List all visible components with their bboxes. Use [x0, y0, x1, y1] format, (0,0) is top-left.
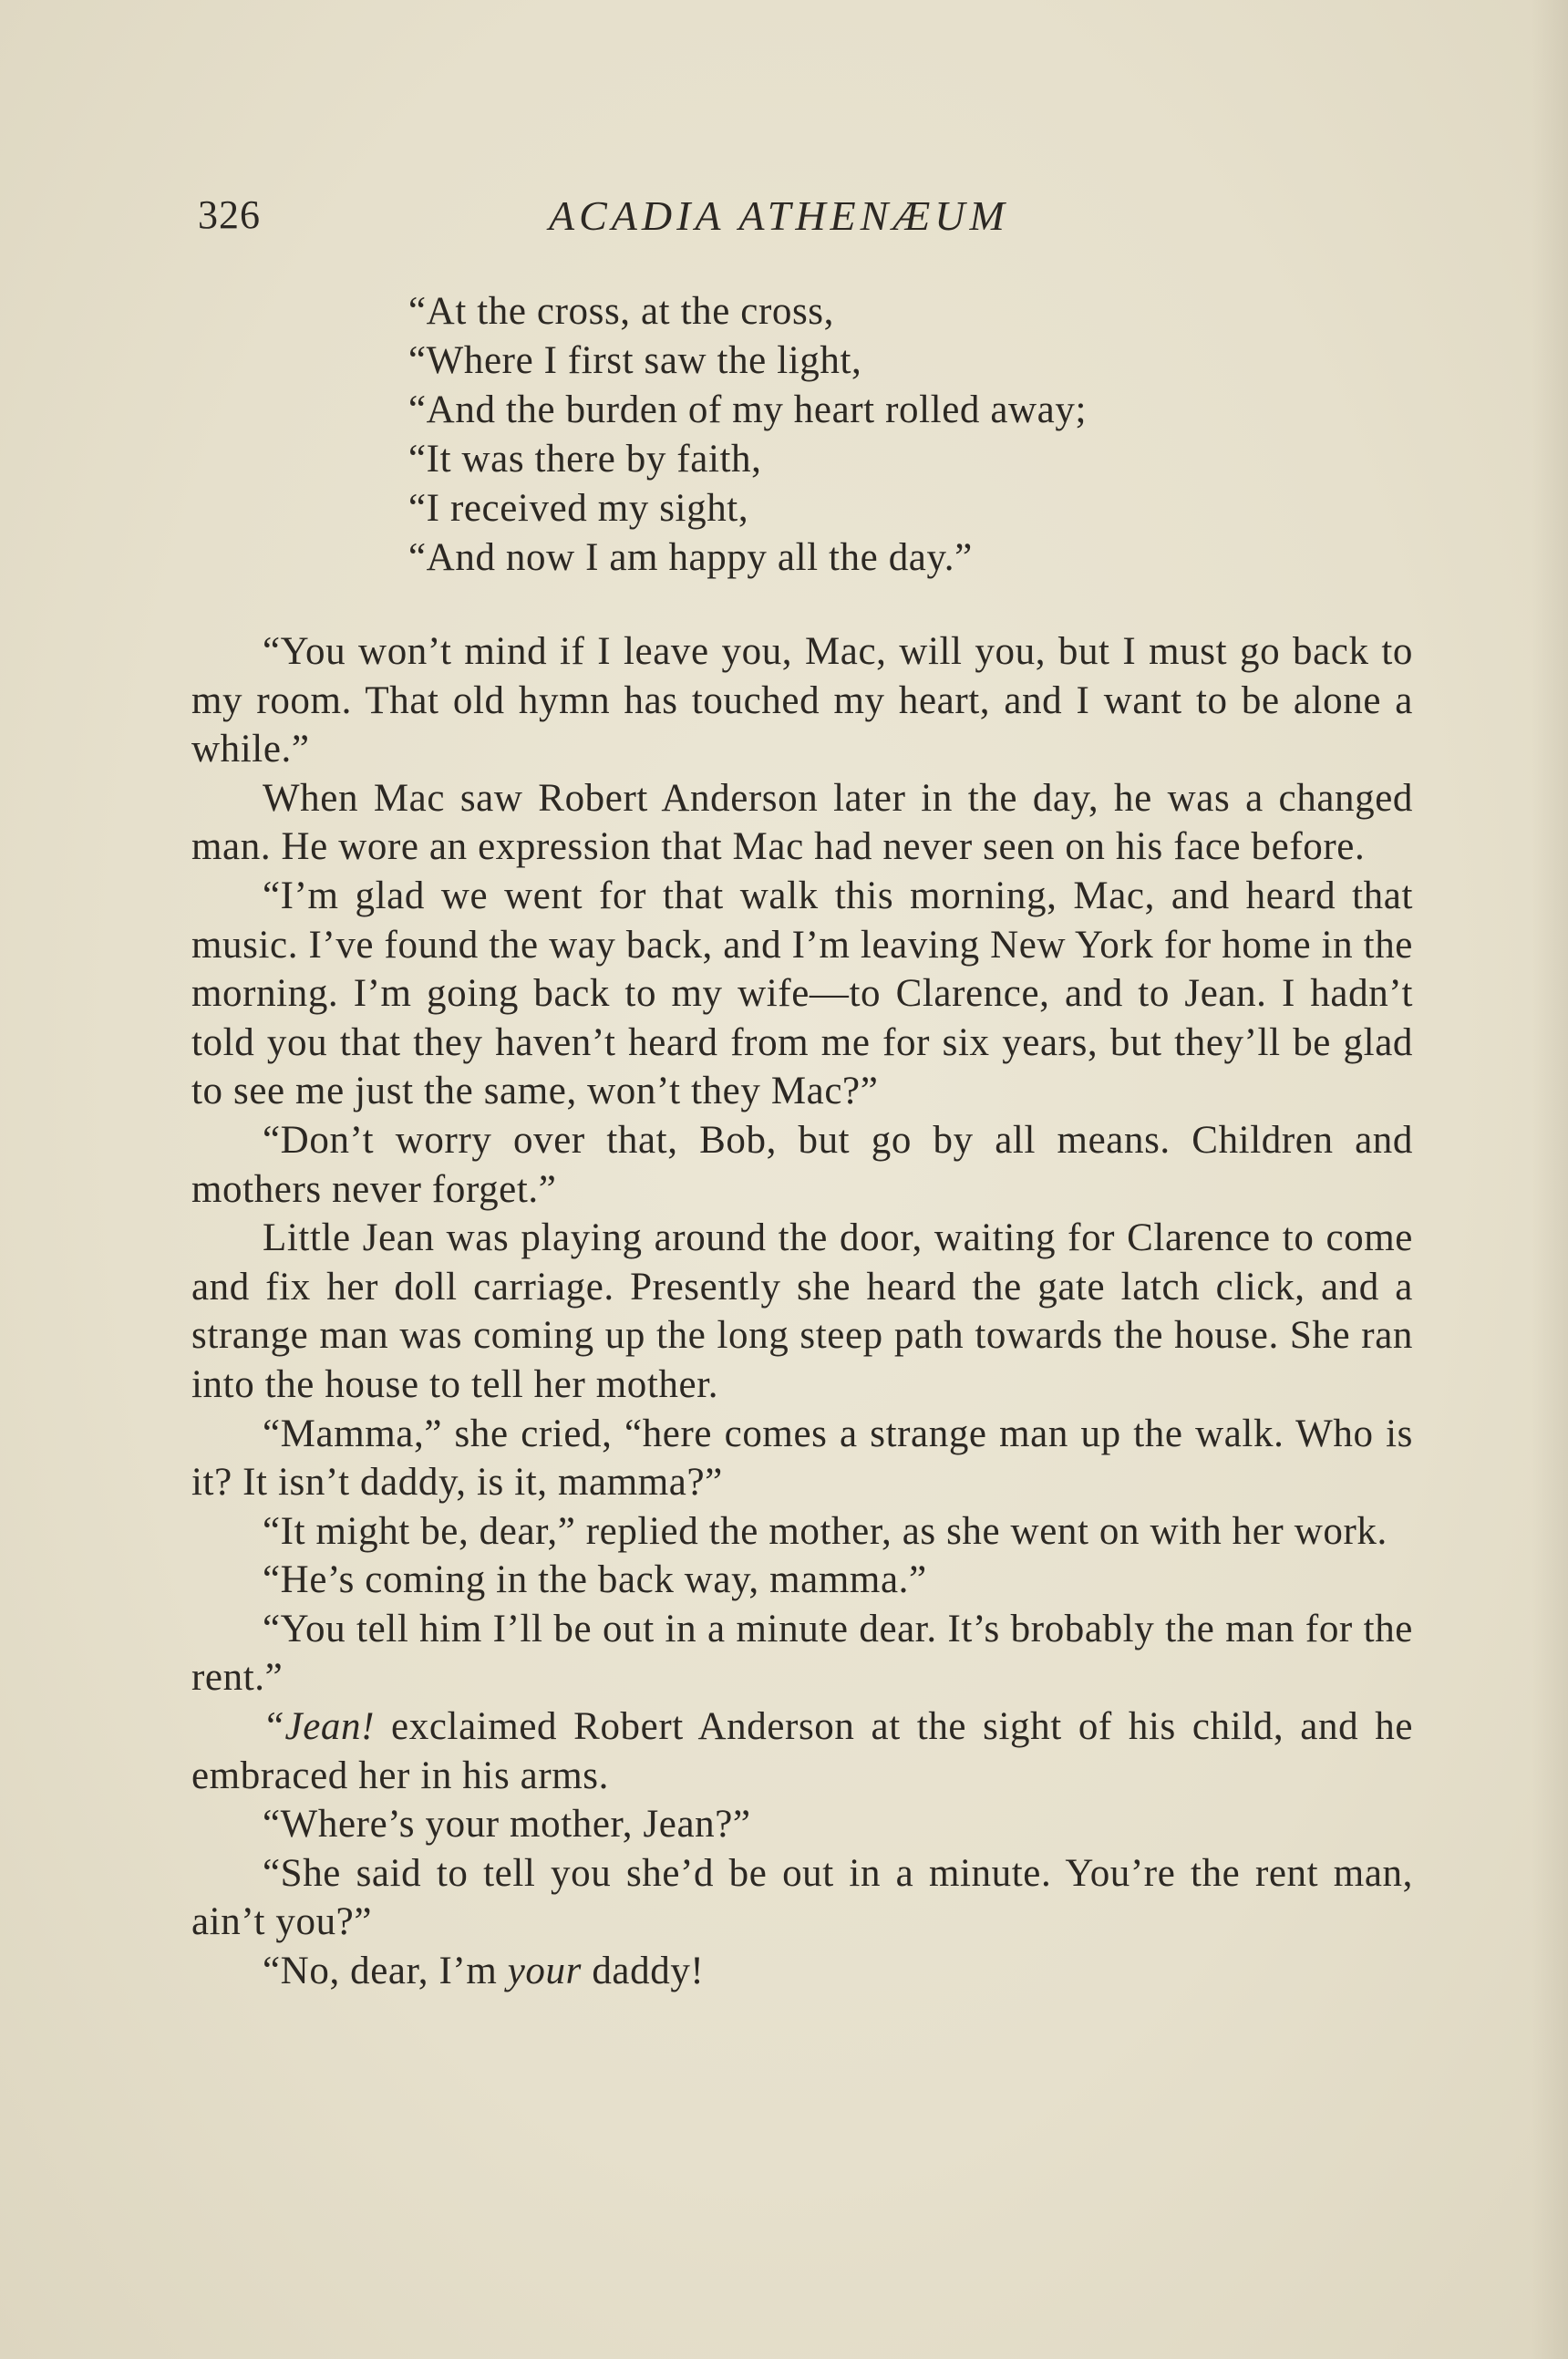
- verse-line: “At the cross, at the cross,: [408, 290, 834, 333]
- paragraph: [191, 1702, 1413, 1800]
- paragraph: “He’s coming in the back way, mamma.”: [263, 1558, 927, 1602]
- verse-line: “And the burden of my heart rolled away;: [408, 388, 1087, 431]
- story-text: [191, 627, 1413, 1996]
- paragraph: “You tell him I’ll be out in a minute dear. It’s brobably the man for the rent.”: [191, 1607, 1413, 1700]
- verse-line: “Where I first saw the light,: [408, 339, 862, 382]
- page-edge-shadow: [1532, 0, 1568, 2359]
- paragraph-start: “No, dear, I’m: [263, 1950, 508, 1993]
- verse-line: “I received my sight,: [408, 487, 749, 530]
- paragraph-end: daddy!: [581, 1950, 705, 1993]
- paragraph: “She said to tell you she’d be out in a minute. You’re the rent man, ain’t you?”: [191, 1851, 1413, 1944]
- hymn-verse: [408, 287, 1411, 583]
- paragraph: “Where’s your mother, Jean?”: [263, 1803, 751, 1847]
- verse-line: “It was there by faith,: [408, 438, 762, 481]
- italic-word: your: [507, 1950, 582, 1993]
- paragraph: When Mac saw Robert Anderson later in the day, he was a changed man. He wore an expression that Mac had never seen on his face before.: [191, 776, 1413, 869]
- verse-line: “And now I am happy all the day.”: [408, 536, 973, 579]
- paragraph: “Mamma,” she cried, “here comes a strange man up the walk. Who is it? It isn’t daddy, is it, mamma?”: [191, 1412, 1413, 1505]
- paragraph: “I’m glad we went for that walk this morning, Mac, and heard that music. I’ve found the way back, and I’m leaving New York for home in the morning. I’m going back to my wife—to Clarence, and to Jean. I hadn’t told you that they haven’t heard from me for six years, but they’ll be glad to see me just the same, won’t they Mac?”: [191, 874, 1413, 1113]
- italic-exclamation: “Jean!: [263, 1705, 376, 1749]
- paragraph-rest: exclaimed Robert Anderson at the sight of his child, and he embraced her in his arms.: [191, 1705, 1413, 1797]
- page-header: [198, 191, 1419, 255]
- paragraph: Little Jean was playing around the door, waiting for Clarence to come and fix her doll carriage. Presently she heard the gate latch click, and a strange man was coming up the long steep path towards the house. She ran into the house to tell her mother.: [191, 1216, 1413, 1406]
- paragraph: [191, 1947, 1413, 1996]
- page-number: 326: [198, 192, 261, 237]
- paragraph: “You won’t mind if I leave you, Mac, will you, but I must go back to my room. That old hymn has touched my heart, and I want to be alone a while.”: [191, 630, 1413, 771]
- paragraph: “Don’t worry over that, Bob, but go by all means. Children and mothers never forget.”: [191, 1118, 1413, 1211]
- paragraph: “It might be, dear,” replied the mother, as she went on with her work.: [263, 1509, 1387, 1553]
- running-title: ACADIA ATHENÆUM: [549, 192, 1009, 239]
